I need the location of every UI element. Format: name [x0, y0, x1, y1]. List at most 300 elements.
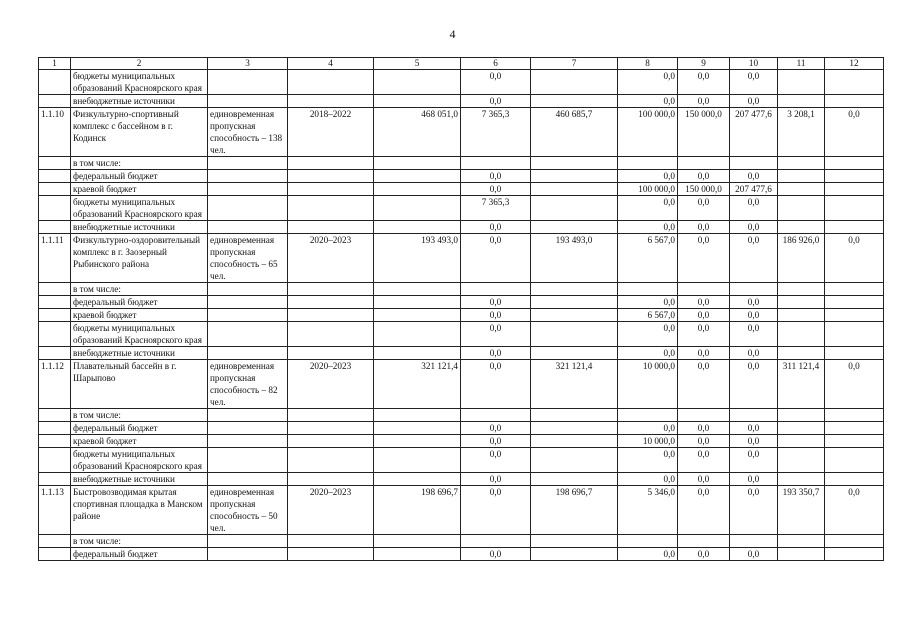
table-cell — [39, 435, 71, 448]
table-cell — [778, 473, 825, 486]
table-cell: федеральный бюджет — [71, 296, 208, 309]
table-cell — [288, 448, 374, 473]
table-cell — [208, 221, 288, 234]
table-row — [39, 473, 884, 486]
table-cell: 1.1.11 — [39, 234, 71, 283]
table-cell — [374, 183, 461, 196]
table-row — [39, 409, 884, 422]
table-row — [39, 234, 884, 283]
table-row — [39, 221, 884, 234]
table-cell — [531, 70, 618, 95]
table-cell — [825, 409, 884, 422]
column-header: 2 — [71, 58, 208, 70]
table-cell: единовременная пропускная способность – 50 чел. — [208, 486, 288, 535]
table-cell — [288, 157, 374, 170]
table-cell: 1.1.10 — [39, 108, 71, 157]
table-cell — [730, 535, 778, 548]
table-cell: бюджеты муниципальных образований Красноярского края — [71, 322, 208, 347]
table-cell: 321 121,4 — [531, 360, 618, 409]
table-cell: 0,0 — [678, 221, 730, 234]
table-cell — [825, 95, 884, 108]
table-cell: краевой бюджет — [71, 435, 208, 448]
table-cell — [288, 473, 374, 486]
table-cell — [208, 170, 288, 183]
table-cell: в том числе: — [71, 157, 208, 170]
table-cell — [288, 535, 374, 548]
table-cell — [208, 296, 288, 309]
table-cell: 0,0 — [730, 548, 778, 561]
table-cell — [531, 170, 618, 183]
table-cell — [374, 221, 461, 234]
table-cell — [778, 70, 825, 95]
table-cell: 193 350,7 — [778, 486, 825, 535]
table-cell: 0,0 — [730, 170, 778, 183]
table-cell — [825, 170, 884, 183]
table-cell: бюджеты муниципальных образований Красноярского края — [71, 70, 208, 95]
table-cell — [730, 409, 778, 422]
table-cell — [531, 473, 618, 486]
table-cell: 0,0 — [678, 196, 730, 221]
table-cell — [531, 422, 618, 435]
table-cell — [208, 448, 288, 473]
table-cell: 0,0 — [825, 108, 884, 157]
table-cell: 0,0 — [678, 95, 730, 108]
table-cell: 0,0 — [618, 70, 678, 95]
table-cell — [778, 322, 825, 347]
table-cell — [39, 170, 71, 183]
table-cell — [208, 95, 288, 108]
column-header: 6 — [461, 58, 531, 70]
table-cell — [531, 548, 618, 561]
table-cell: 0,0 — [730, 296, 778, 309]
table-cell: 0,0 — [618, 548, 678, 561]
table-cell — [531, 448, 618, 473]
table-cell — [208, 309, 288, 322]
table-cell: Быстровозводимая крытая спортивная площадка в Манском районе — [71, 486, 208, 535]
column-header: 4 — [288, 58, 374, 70]
table-cell — [778, 221, 825, 234]
table-row — [39, 283, 884, 296]
table-cell — [208, 283, 288, 296]
table-cell — [374, 296, 461, 309]
table-cell: Физкультурно-спортивный комплекс с бассейном в г. Кодинск — [71, 108, 208, 157]
table-cell: краевой бюджет — [71, 309, 208, 322]
table-cell — [288, 170, 374, 183]
table-cell: 0,0 — [461, 170, 531, 183]
table-cell: 0,0 — [461, 486, 531, 535]
table-cell — [618, 283, 678, 296]
table-cell — [39, 409, 71, 422]
table-cell — [288, 422, 374, 435]
table-cell — [531, 535, 618, 548]
table-cell: 0,0 — [825, 486, 884, 535]
table-cell: 0,0 — [618, 422, 678, 435]
table-cell — [374, 157, 461, 170]
table-cell — [825, 473, 884, 486]
table-cell: 0,0 — [730, 221, 778, 234]
table-cell — [288, 283, 374, 296]
table-cell: краевой бюджет — [71, 183, 208, 196]
table-cell — [374, 309, 461, 322]
table-cell — [730, 283, 778, 296]
column-header: 1 — [39, 58, 71, 70]
table-cell — [730, 157, 778, 170]
table-row — [39, 183, 884, 196]
table-cell: 0,0 — [730, 360, 778, 409]
table-cell: 0,0 — [618, 296, 678, 309]
table-cell: 193 493,0 — [531, 234, 618, 283]
table-cell: 100 000,0 — [618, 183, 678, 196]
table-cell — [288, 309, 374, 322]
table-cell — [531, 95, 618, 108]
table-cell: 0,0 — [730, 435, 778, 448]
table-cell — [39, 448, 71, 473]
table-cell: 6 567,0 — [618, 309, 678, 322]
table-cell — [288, 95, 374, 108]
table-cell — [208, 548, 288, 561]
table-cell: 150 000,0 — [678, 183, 730, 196]
table-cell — [778, 283, 825, 296]
table-cell: 0,0 — [461, 473, 531, 486]
table-cell: 0,0 — [730, 196, 778, 221]
table-cell — [374, 535, 461, 548]
table-cell — [39, 422, 71, 435]
table-cell — [39, 95, 71, 108]
table-cell — [374, 347, 461, 360]
page-number: 4 — [449, 27, 456, 41]
table-cell: 0,0 — [461, 548, 531, 561]
table-cell — [778, 347, 825, 360]
table-cell — [825, 70, 884, 95]
table-cell — [208, 435, 288, 448]
table-cell: 0,0 — [461, 70, 531, 95]
table-cell — [374, 422, 461, 435]
column-header: 11 — [778, 58, 825, 70]
table-cell — [39, 535, 71, 548]
table-cell — [618, 157, 678, 170]
table-cell — [288, 409, 374, 422]
table-cell — [374, 409, 461, 422]
table-cell: федеральный бюджет — [71, 548, 208, 561]
table-cell: 0,0 — [461, 234, 531, 283]
column-header: 9 — [678, 58, 730, 70]
table-cell — [825, 296, 884, 309]
table-cell: 100 000,0 — [618, 108, 678, 157]
table-row — [39, 422, 884, 435]
table-cell — [39, 70, 71, 95]
table-cell — [531, 322, 618, 347]
table-cell — [39, 283, 71, 296]
column-header: 8 — [618, 58, 678, 70]
table-cell: 0,0 — [618, 322, 678, 347]
column-header: 12 — [825, 58, 884, 70]
table-cell — [374, 548, 461, 561]
table-cell: 2018–2022 — [288, 108, 374, 157]
table-cell: 0,0 — [618, 473, 678, 486]
table-cell: 0,0 — [678, 473, 730, 486]
table-cell — [778, 535, 825, 548]
table-row — [39, 157, 884, 170]
table-cell: 0,0 — [678, 422, 730, 435]
table-cell: 0,0 — [730, 234, 778, 283]
table-cell: внебюджетные источники — [71, 95, 208, 108]
table-cell — [461, 283, 531, 296]
table-cell: 10 000,0 — [618, 360, 678, 409]
table-cell — [461, 409, 531, 422]
table-cell: 0,0 — [730, 309, 778, 322]
table-cell — [825, 435, 884, 448]
table-cell — [778, 170, 825, 183]
table-cell — [531, 347, 618, 360]
table-cell — [825, 322, 884, 347]
table-cell: в том числе: — [71, 283, 208, 296]
table-cell — [531, 196, 618, 221]
table-cell: 0,0 — [825, 234, 884, 283]
table-row — [39, 170, 884, 183]
table-cell: 3 208,1 — [778, 108, 825, 157]
table-cell — [461, 535, 531, 548]
table-cell: 460 685,7 — [531, 108, 618, 157]
table-cell — [374, 170, 461, 183]
table-cell: Физкультурно-оздоровительный комплекс в г. Заозерный Рыбинского района — [71, 234, 208, 283]
table-cell: 0,0 — [730, 322, 778, 347]
table-cell — [825, 309, 884, 322]
table-cell — [825, 422, 884, 435]
table-cell — [208, 535, 288, 548]
table-cell — [288, 322, 374, 347]
table-cell: 2020–2023 — [288, 486, 374, 535]
table-cell: 0,0 — [461, 95, 531, 108]
table-row — [39, 347, 884, 360]
table-cell: 311 121,4 — [778, 360, 825, 409]
table-body — [39, 70, 884, 561]
table-cell: 207 477,6 — [730, 183, 778, 196]
table-cell: 186 926,0 — [778, 234, 825, 283]
table-cell: 0,0 — [678, 360, 730, 409]
table-cell: в том числе: — [71, 409, 208, 422]
table-cell: Плавательный бассейн в г. Шарыпово — [71, 360, 208, 409]
table-cell: 0,0 — [730, 347, 778, 360]
table-cell — [374, 283, 461, 296]
table-cell — [825, 221, 884, 234]
table-cell: 10 000,0 — [618, 435, 678, 448]
table-cell: 0,0 — [678, 486, 730, 535]
table-cell — [825, 535, 884, 548]
table-row — [39, 448, 884, 473]
table-cell: 0,0 — [678, 296, 730, 309]
table-cell — [39, 347, 71, 360]
table-cell — [825, 347, 884, 360]
table-cell — [778, 548, 825, 561]
table-cell: бюджеты муниципальных образований Красноярского края — [71, 448, 208, 473]
table-cell: 0,0 — [730, 70, 778, 95]
table-row — [39, 108, 884, 157]
table-cell — [208, 473, 288, 486]
table-row — [39, 95, 884, 108]
table-cell — [208, 196, 288, 221]
column-header: 5 — [374, 58, 461, 70]
table-cell — [39, 548, 71, 561]
table-cell: 0,0 — [461, 322, 531, 347]
table-cell — [825, 283, 884, 296]
table-cell — [825, 548, 884, 561]
table-cell: 0,0 — [678, 170, 730, 183]
table-cell — [461, 157, 531, 170]
table-cell — [531, 409, 618, 422]
table-cell: 321 121,4 — [374, 360, 461, 409]
table-cell: 150 000,0 — [678, 108, 730, 157]
table-cell — [531, 183, 618, 196]
table-cell: 198 696,7 — [374, 486, 461, 535]
table-cell — [825, 183, 884, 196]
table-cell — [678, 157, 730, 170]
table-cell — [531, 283, 618, 296]
table-cell: 0,0 — [678, 448, 730, 473]
table-cell — [778, 183, 825, 196]
table-cell: 6 567,0 — [618, 234, 678, 283]
table-cell — [825, 448, 884, 473]
table-cell — [374, 196, 461, 221]
table-cell — [288, 548, 374, 561]
table-cell: 0,0 — [730, 473, 778, 486]
table-cell: 0,0 — [730, 448, 778, 473]
table-cell — [208, 409, 288, 422]
table-cell: 0,0 — [678, 234, 730, 283]
table-cell: 0,0 — [678, 435, 730, 448]
table-cell: внебюджетные источники — [71, 347, 208, 360]
table-cell: 0,0 — [678, 309, 730, 322]
table-cell — [778, 95, 825, 108]
table-cell — [618, 535, 678, 548]
table-cell: 0,0 — [461, 360, 531, 409]
table-cell: 0,0 — [618, 196, 678, 221]
table-cell — [778, 309, 825, 322]
table-cell — [374, 473, 461, 486]
table-cell — [288, 70, 374, 95]
table-cell — [778, 448, 825, 473]
table-header — [39, 58, 884, 70]
table-cell: 0,0 — [461, 448, 531, 473]
table-cell — [531, 221, 618, 234]
column-header: 7 — [531, 58, 618, 70]
table-cell — [208, 70, 288, 95]
table-row — [39, 70, 884, 95]
table-row — [39, 535, 884, 548]
table-cell — [208, 183, 288, 196]
table-row — [39, 486, 884, 535]
table-cell — [39, 221, 71, 234]
table-cell — [39, 309, 71, 322]
table-cell: 0,0 — [730, 95, 778, 108]
table-cell: 193 493,0 — [374, 234, 461, 283]
table-cell: 207 477,6 — [730, 108, 778, 157]
table-cell — [374, 435, 461, 448]
table-cell — [374, 448, 461, 473]
table-cell: 0,0 — [678, 70, 730, 95]
table-row — [39, 196, 884, 221]
table-cell — [778, 409, 825, 422]
table-cell — [288, 221, 374, 234]
table-cell: внебюджетные источники — [71, 473, 208, 486]
table-cell: 0,0 — [461, 435, 531, 448]
table-cell — [39, 196, 71, 221]
table-cell — [39, 157, 71, 170]
table-cell — [208, 322, 288, 347]
table-cell: 7 365,3 — [461, 196, 531, 221]
table-row — [39, 435, 884, 448]
table-cell: 2020–2023 — [288, 234, 374, 283]
table-cell — [374, 95, 461, 108]
table-cell — [208, 422, 288, 435]
table-row — [39, 322, 884, 347]
table-cell: внебюджетные источники — [71, 221, 208, 234]
table-cell — [288, 196, 374, 221]
table-cell — [531, 157, 618, 170]
table-cell — [678, 283, 730, 296]
table-cell: федеральный бюджет — [71, 422, 208, 435]
table-cell — [39, 473, 71, 486]
table-cell: 0,0 — [461, 422, 531, 435]
table-cell — [531, 309, 618, 322]
table-cell — [531, 435, 618, 448]
table-cell: 0,0 — [678, 548, 730, 561]
table-cell: 7 365,3 — [461, 108, 531, 157]
table-cell: 0,0 — [618, 221, 678, 234]
table-cell — [39, 322, 71, 347]
table-cell — [778, 196, 825, 221]
table-cell: 1.1.13 — [39, 486, 71, 535]
table-cell — [288, 183, 374, 196]
table-cell — [288, 296, 374, 309]
table-row — [39, 296, 884, 309]
table-cell: 0,0 — [730, 486, 778, 535]
table-cell: 0,0 — [461, 183, 531, 196]
table-cell — [208, 347, 288, 360]
table-cell: единовременная пропускная способность – 138 чел. — [208, 108, 288, 157]
table-cell — [39, 183, 71, 196]
table-cell — [778, 296, 825, 309]
table-cell — [778, 422, 825, 435]
table-cell: 0,0 — [618, 448, 678, 473]
table-cell: бюджеты муниципальных образований Красноярского края — [71, 196, 208, 221]
table-cell: 0,0 — [461, 296, 531, 309]
budget-table — [38, 57, 884, 561]
table-cell: 468 051,0 — [374, 108, 461, 157]
table-cell — [825, 196, 884, 221]
table-cell — [678, 535, 730, 548]
table-cell: единовременная пропускная способность – 82 чел. — [208, 360, 288, 409]
table-row — [39, 309, 884, 322]
table-cell: 0,0 — [618, 95, 678, 108]
table-cell: 1.1.12 — [39, 360, 71, 409]
table-cell: 0,0 — [461, 309, 531, 322]
table-cell — [531, 296, 618, 309]
table-cell: 0,0 — [678, 322, 730, 347]
table-cell: 5 346,0 — [618, 486, 678, 535]
table-row — [39, 360, 884, 409]
table-cell: 2020–2023 — [288, 360, 374, 409]
table-cell: 0,0 — [678, 347, 730, 360]
table-cell: 0,0 — [461, 347, 531, 360]
table-cell — [678, 409, 730, 422]
table-cell: 0,0 — [461, 221, 531, 234]
table-cell — [778, 435, 825, 448]
column-header: 3 — [208, 58, 288, 70]
table-cell: 198 696,7 — [531, 486, 618, 535]
table-cell: 0,0 — [730, 422, 778, 435]
table-cell: единовременная пропускная способность – 65 чел. — [208, 234, 288, 283]
table-row — [39, 548, 884, 561]
